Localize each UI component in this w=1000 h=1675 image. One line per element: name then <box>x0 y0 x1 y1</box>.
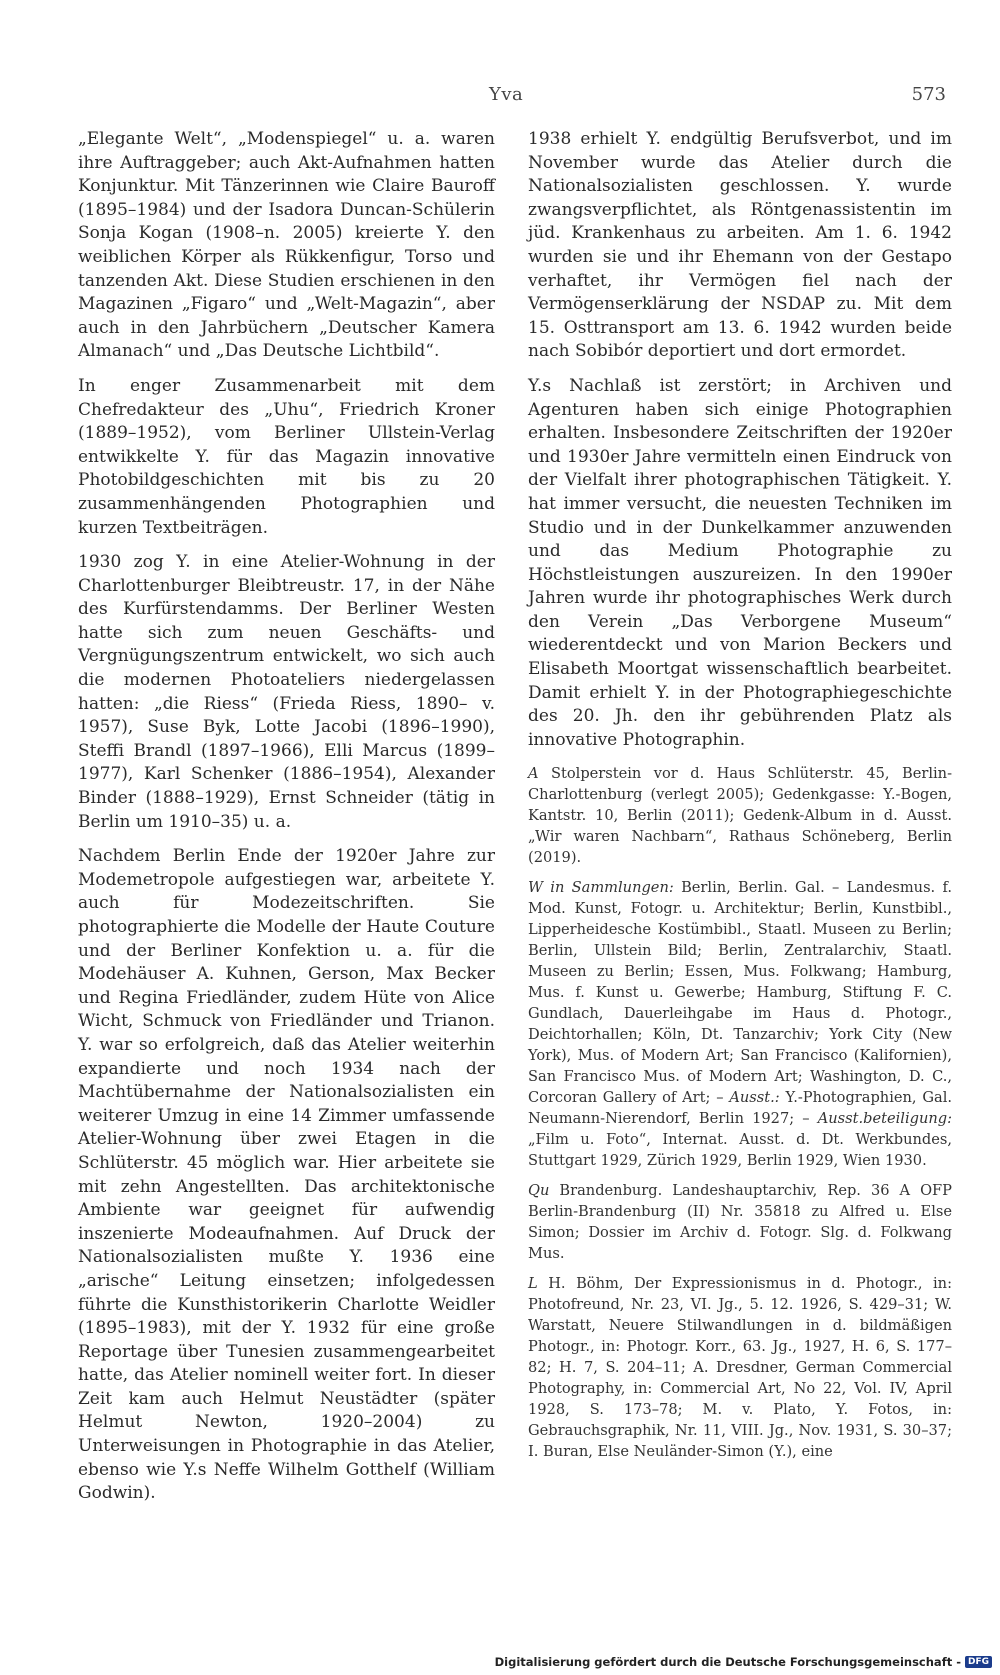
reference-w <box>528 877 952 1171</box>
right-column <box>528 128 952 1471</box>
reference-label: W in Sammlungen: <box>528 879 674 897</box>
paragraph: 1930 zog Y. in eine Atelier-Wohnung in der Charlottenburger Bleibtreustr. 17, in der Nähe des Kurfürstendamms. Der Berliner Westen hatte sich zum neuen Geschäfts- und Vergnügungszentrum entwickelt, wo sich auch die modernen Photoateliers niedergelassen hatten: „die Riess“ (Frieda Riess, 1890– v. 1957), Suse Byk, Lotte Jacobi (1896–1990), Steffi Brandl (1897–1966), Elli Marcus (1899–1977), Karl Schenker (1886–1954), Alexander Binder (1888–1929), Ernst Schneider (tätig in Berlin um 1910–35) u. a. <box>78 552 495 832</box>
paragraph: 1938 erhielt Y. endgültig Berufsverbot, und im November wurde das Atelier durch die Nationalsozialisten geschlossen. Y. wurde zwangsverpflichtet, als Röntgenassistentin im jüd. Krankenhaus zu arbeiten. Am 1. 6. 1942 wurden sie und ihr Ehemann von der Gestapo verhaftet, ihr Vermögen fiel nach der Vermögenserklärung der NSDAP zu. Mit dem 15. Osttransport am 13. 6. 1942 wurden beide nach Sobibór deportiert und dort ermordet. <box>528 129 952 362</box>
reference-text: „Film u. Foto“, Internat. Ausst. d. Dt. Werkbundes, Stuttgart 1929, Zürich 1929, Berlin 1929, Wien 1930. <box>528 1131 952 1170</box>
reference-label: Qu <box>528 1182 550 1200</box>
reference-text: Berlin, Berlin. Gal. – Landesmus. f. Mod. Kunst, Fotogr. u. Architektur; Berlin, Kunstbibl., Lipperheidesche Kostümbibl., Staatl. Museen zu Berlin; Berlin, Ullstein Bild; Berlin, Zentralarchiv, Staatl. Museen zu Berlin; Essen, Mus. Folkwang; Hamburg, Mus. f. Kunst u. Gewerbe; Hamburg, Stiftung F. C. Gundlach, Dauerleihgabe im Haus d. Photogr., Deichtorhallen; Köln, Dt. Tanzarchiv; York City (New York), Mus. of Modern Art; San Francisco (Kalifornien), San Francisco Mus. of Modern Art; Washington, D. C., Corcoran Gallery of Art; – <box>528 879 952 1107</box>
dfg-logo-icon: DFG <box>965 1656 992 1668</box>
reference-label: L <box>528 1275 538 1293</box>
reference-a <box>528 763 952 868</box>
reference-sublabel: Ausst.: <box>729 1089 780 1107</box>
reference-label: A <box>528 765 539 783</box>
paragraph: In enger Zusammenarbeit mit dem Chefredakteur des „Uhu“, Friedrich Kroner (1889–1952), vom Berliner Ullstein-Verlag entwikkelte Y. für das Magazin innovative Photobildgeschichten mit bis zu 20 zusammenhängenden Photographien und kurzen Textbeiträgen. <box>78 375 495 538</box>
paragraph: „Elegante Welt“, „Modenspiegel“ u. a. waren ihre Auftraggeber; auch Akt-Aufnahmen hatten Konjunktur. Mit Tänzerinnen wie Claire Bauroff (1895–1984) und der Isadora Duncan-Schülerin Sonja Kogan (1908–n. 2005) kreierte Y. den weiblichen Körper als Rükkenfigur, Torso und tanzenden Akt. Diese Studien erschienen in den Magazinen „Figaro“ und „Welt-Magazin“, aber auch in den Jahrbüchern „Deutscher Kamera Almanach“ und „Das Deutsche Lichtbild“. <box>78 129 495 362</box>
reference-text: Brandenburg. Landeshauptarchiv, Rep. 36 A OFP Berlin-Brandenburg (II) Nr. 35818 zu Alfred u. Else Simon; Dossier im Archiv d. Fotogr. Slg. d. Folkwang Mus. <box>528 1182 952 1263</box>
reference-text: Y.-Photographien, Gal. Neumann-Nierendorf, Berlin 1927; – <box>528 1089 953 1128</box>
reference-text: H. Böhm, Der Expressionismus in d. Photogr., in: Photofreund, Nr. 23, VI. Jg., 5. 12. 1926, S. 429–31; W. Warstatt, Neuere Stilwandlungen in d. bildmäßigen Photogr., in: Photogr. Korr., 63. Jg., 1927, H. 6, S. 177–82; H. 7, S. 204–11; A. Dresdner, German Commercial Photography, in: Commercial Art, No 22, Vol. IV, April 1928, S. 173–78; M. v. Plato, Y. Fotos, in: Gebrauchsgraphik, Nr. 11, VIII. Jg., Nov. 1931, S. 30–37; I. Buran, Else Neuländer-Simon (Y.), eine <box>528 1275 952 1461</box>
left-column <box>78 128 495 1517</box>
reference-qu <box>528 1180 952 1264</box>
reference-l <box>528 1273 952 1462</box>
digitization-footer <box>495 1653 992 1671</box>
footer-text: Digitalisierung gefördert durch die Deutsche Forschungsgemeinschaft - <box>494 1655 961 1669</box>
running-head <box>0 84 1000 110</box>
page-number: 573 <box>911 84 946 105</box>
paragraph: Nachdem Berlin Ende der 1920er Jahre zur Modemetropole aufgestiegen war, arbeitete Y. auch für Modezeitschriften. Sie photographierte die Modelle der Haute Couture und der Berliner Konfektion u. a. für die Modehäuser A. Kuhnen, Gerson, Max Becker und Regina Friedländer, zudem Hüte von Alice Wicht, Schmuck von Friedländer und Trianon. Y. war so erfolgreich, daß das Atelier weiterhin expandierte und noch 1934 nach der Machtübernahme der Nationalsozialisten ein weiterer Umzug in eine 14 Zimmer umfassende Atelier-Wohnung über zwei Etagen in die Schlüterstr. 45 möglich war. Hier arbeitete sie mit zehn Angestellten. Das architektonische Ambiente war geeignet für aufwendig inszenierte Modeaufnahmen. Auf Druck der Nationalsozialisten mußte Y. 1936 eine „arische“ Leitung einsetzen; infolgedessen führte die Kunsthistorikerin Charlotte Weidler (1895–1983), mit der Y. 1932 für eine große Reportage über Tunesien zusammengearbeitet hatte, das Atelier nominell weiter fort. In dieser Zeit kam auch Helmut Neustädter (später Helmut Newton, 1920–2004) zu Unterweisungen in Photographie in das Atelier, ebenso wie Y.s Neffe Wilhelm Gotthelf (William Godwin). <box>78 846 495 1504</box>
reference-text: Stolperstein vor d. Haus Schlüterstr. 45, Berlin-Charlottenburg (verlegt 2005); Gedenkgasse: Y.-Bogen, Kantstr. 10, Berlin (2011); Gedenk-Album in d. Ausst. „Wir waren Nachbarn“, Rathaus Schöneberg, Berlin (2019). <box>528 765 953 867</box>
reference-sublabel: Ausst.beteiligung: <box>817 1110 953 1128</box>
running-title: Yva <box>489 84 524 105</box>
paragraph: Y.s Nachlaß ist zerstört; in Archiven und Agenturen haben sich einige Photographien erhalten. Insbesondere Zeitschriften der 1920er und 1930er Jahre vermitteln einen Eindruck von der Vielfalt ihrer photographischen Tätigkeit. Y. hat immer versucht, die neuesten Techniken im Studio und in der Dunkelkammer anzuwenden und das Medium Photographie zu Höchstleistungen auszureizen. In den 1990er Jahren wurde ihr photographisches Werk durch den Verein „Das Verborgene Museum“ wiederentdeckt und von Marion Beckers und Elisabeth Moortgat wissenschaftlich bearbeitet. Damit erhielt Y. in der Photographiegeschichte des 20. Jh. den ihr gebührenden Platz als innovative Photographin. <box>528 375 952 750</box>
